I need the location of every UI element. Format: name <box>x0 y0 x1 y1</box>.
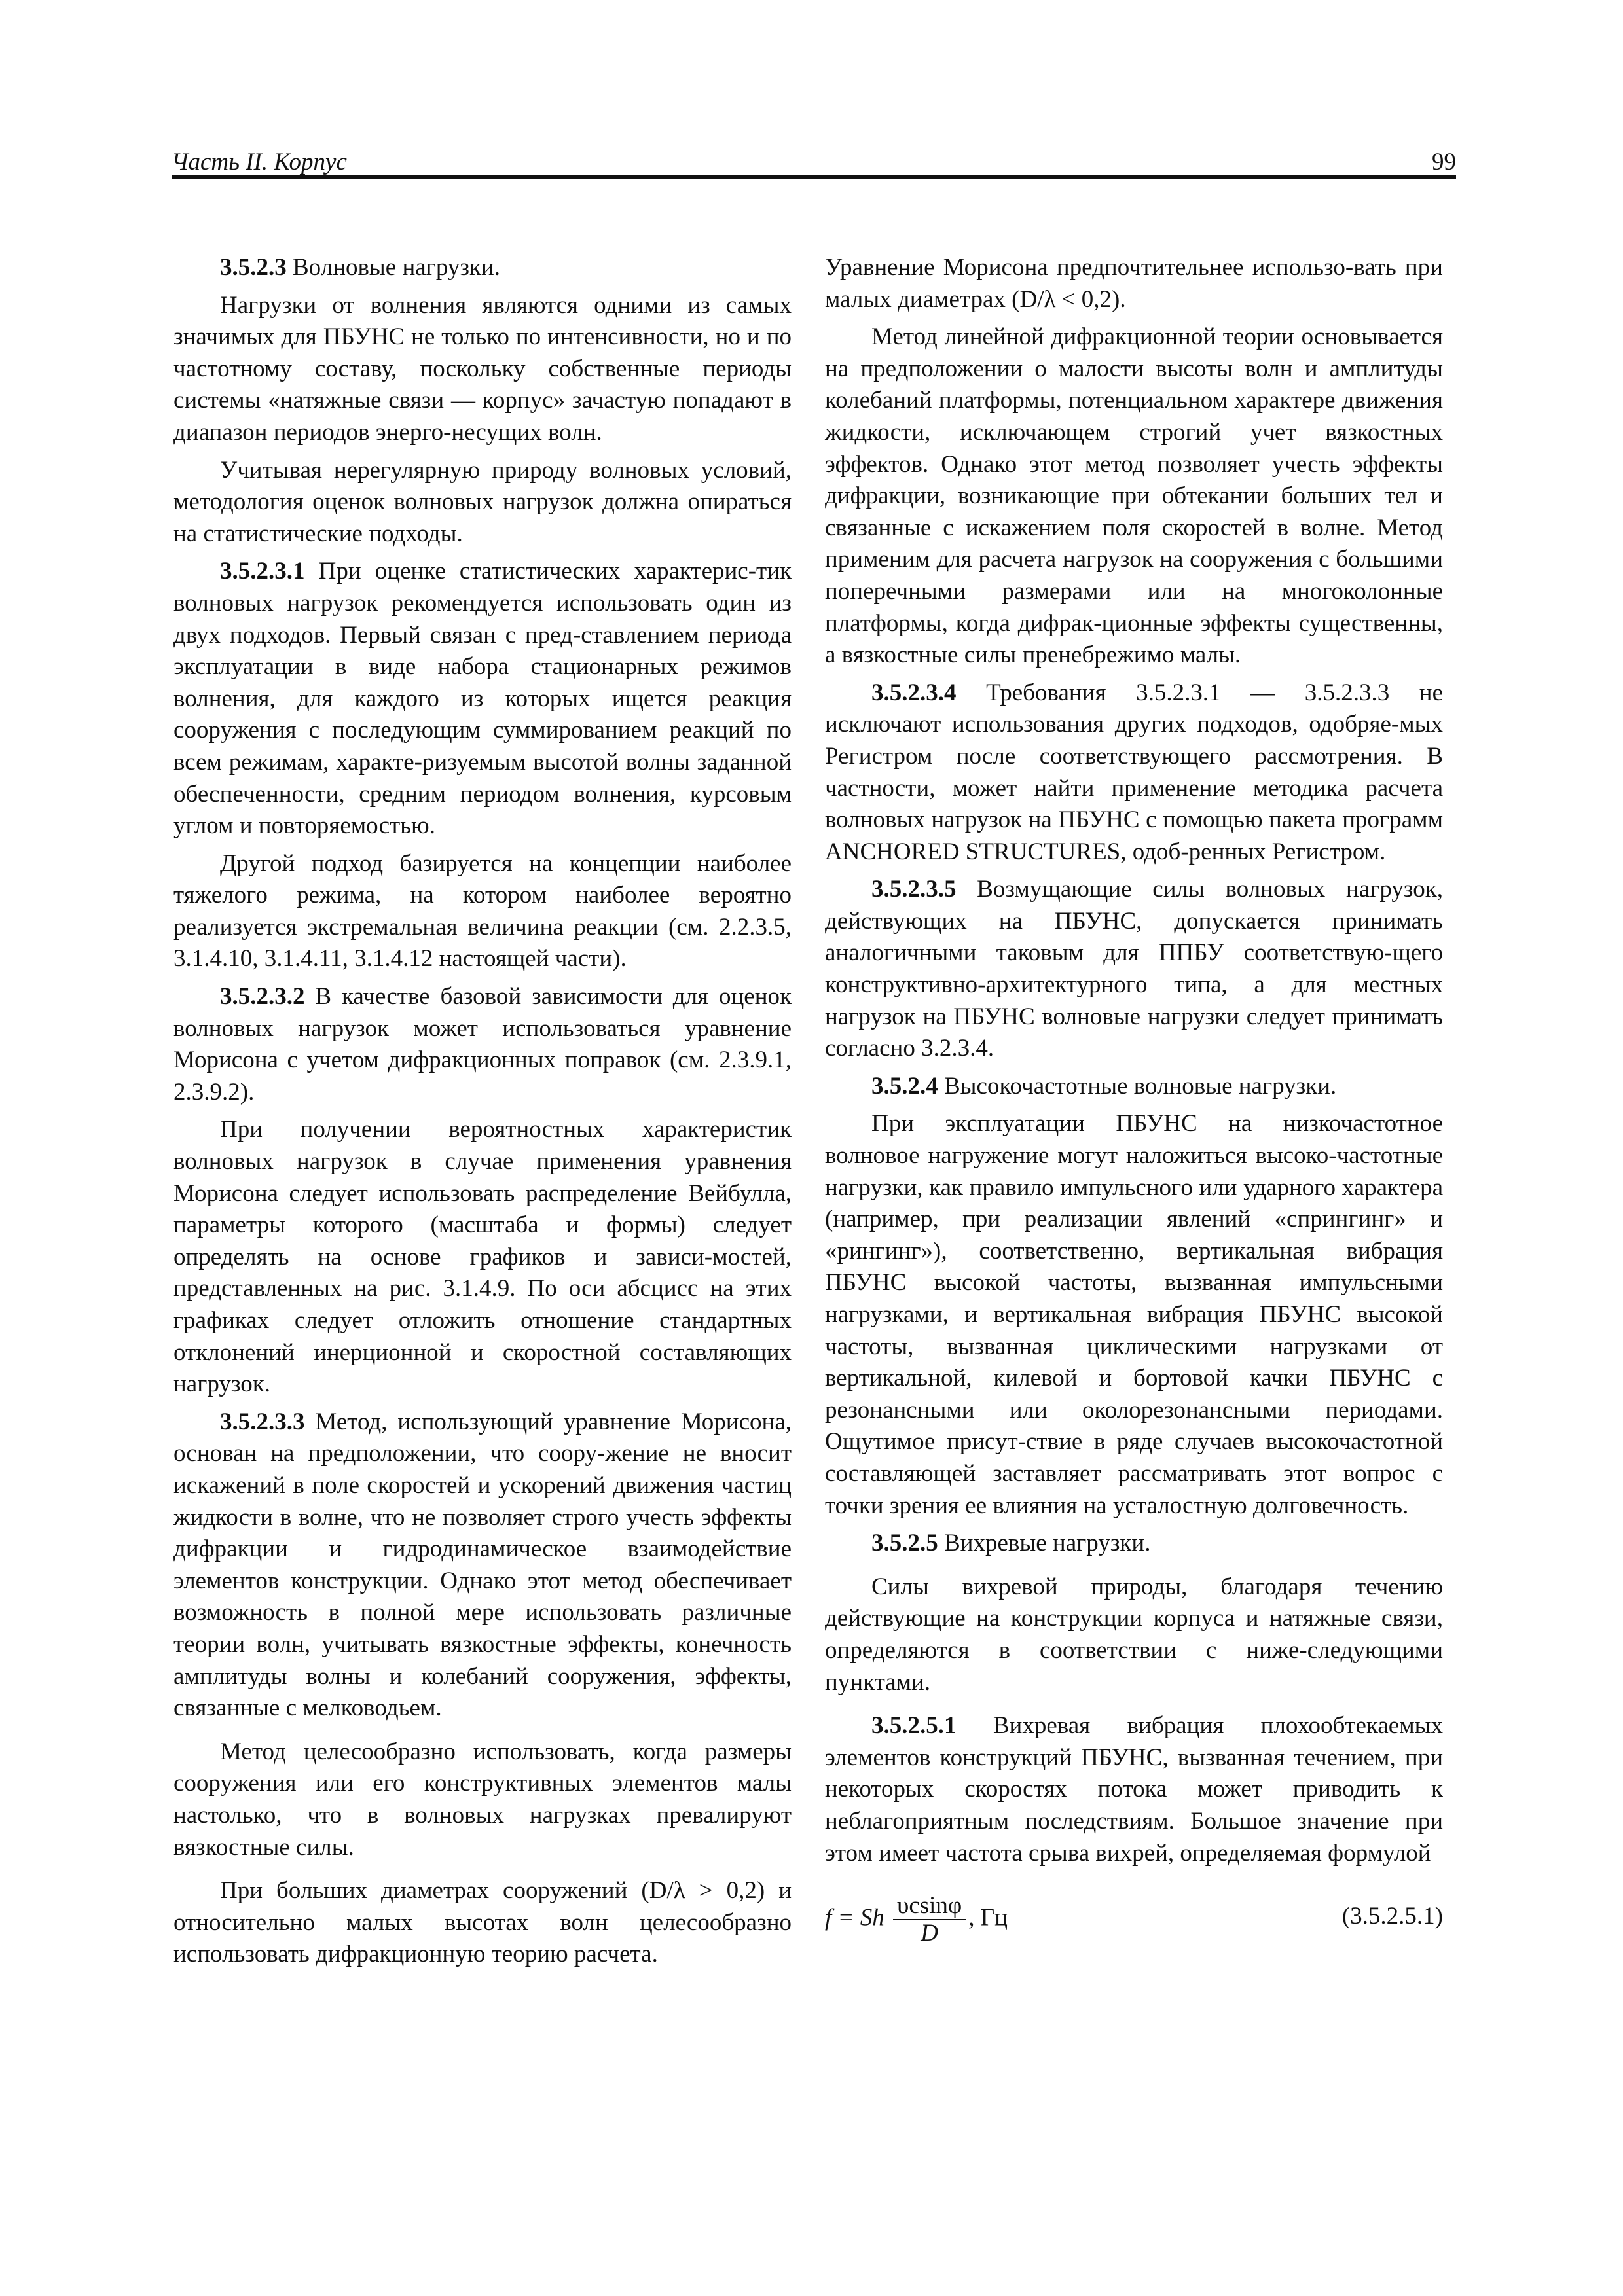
paragraph: Другой подход базируется на концепции наиболее тяжелого режима, на котором наиболее вероятно реализуется экстремальная величина реакции (см. 2.2.3.5, 3.1.4.10, 3.1.4.11, 3.1.4.12 настоящей части). <box>173 850 792 973</box>
paragraph: Учитывая нерегулярную природу волновых условий, методология оценок волновых нагрузок должна опираться на статистические подходы. <box>173 456 792 547</box>
running-title: Часть II. Корпус <box>172 149 347 175</box>
paragraph: Метод целесообразно использовать, когда размеры сооружения или его конструктивных элементов малы настолько, что в волновых нагрузках превалируют вязкостные силы. <box>173 1738 792 1861</box>
section-heading-text: Высокочастотные волновые нагрузки. <box>938 1072 1337 1100</box>
header-rule <box>172 175 1456 179</box>
clause-number: 3.5.2.3.5 <box>871 876 957 903</box>
section-heading-3-5-2-5 <box>825 1528 1443 1560</box>
section-heading-3-5-2-3 <box>173 252 792 284</box>
clause-text: Вихревая вибрация плохообтекаемых элементов конструкций ПБУНС, вызванная течением, при некоторых скоростях потока может приводить к неблагоприятным последствиям. Большое значение при этом имеет частота срыва вихрей, определяемая формулой <box>825 1712 1443 1867</box>
formula-denominator: D <box>921 1920 938 1947</box>
clause-3-5-2-3-4 <box>825 677 1443 869</box>
clause-text: При оценке статистических характерис-тик волновых нагрузок рекомендуется использовать один из двух подходов. Первый связан с пред-ставлением периода эксплуатации в виде набора стационарных режимов волнения, для каждого из которых ищется реакция сооружения с последующим суммированием реакций по всем режимам, характе-ризуемым высотой волны заданной обеспеченности, средним периодом волнения, курсовым углом и повторяемостью. <box>173 558 792 840</box>
clause-text: Требования 3.5.2.3.1 — 3.5.2.3.3 не исключают использования других подходов, одобряе-мых Регистром после соответствующего рассмотрения. В частности, может найти применение методика расчета волновых нагрузок на ПБУНС с помощью пакета программ ANCHORED STRUCTURES, одоб-ренных Регистром. <box>825 679 1443 865</box>
section-heading-text: Вихревые нагрузки. <box>938 1530 1151 1557</box>
page-number: 99 <box>1432 149 1456 175</box>
clause-number: 3.5.2.3.3 <box>220 1408 305 1435</box>
section-heading-3-5-2-4 <box>825 1071 1443 1103</box>
left-column <box>173 252 792 1971</box>
paragraph: При больших диаметрах сооружений (D/λ > 0,2) и относительно малых высотах волн целесообразно использовать дифракционную теорию расчета. <box>173 1877 792 1968</box>
paragraph: Силы вихревой природы, благодаря течению действующие на конструкции корпуса и натяжные связи, определяются в соответствии с ниже-следующими пунктами. <box>825 1573 1443 1696</box>
section-number: 3.5.2.3 <box>220 254 287 281</box>
clause-text: В качестве базовой зависимости для оценок волновых нагрузок может использоваться уравнение Морисона с учетом дифракционных поправок (см. 2.3.9.1, 2.3.9.2). <box>173 983 792 1105</box>
clause-number: 3.5.2.3.2 <box>220 983 305 1011</box>
formula-unit: , Гц <box>968 1904 1008 1931</box>
clause-3-5-2-5-1 <box>825 1710 1443 1869</box>
section-heading-text: Волновые нагрузки. <box>286 254 501 281</box>
formula-reference: (3.5.2.5.1) <box>1341 1903 1443 1930</box>
clause-3-5-2-3-3 <box>173 1407 792 1725</box>
formula-lhs: f = Sh <box>825 1904 884 1931</box>
paragraph: Метод линейной дифракционной теории основывается на предположении о малости высоты волн и амплитуды колебаний платформы, потенциальном характере движения жидкости, исключающем строгий учет вязкостных эффектов. Однако этот метод позволяет учесть эффекты дифракции, возникающие при обтекании больших тел и связанные с искажением поля скоростей в волне. Метод применим для расчета нагрузок на сооружения с большими поперечными размерами или на многоколонные платформы, когда дифрак-ционные эффекты существенны, а вязкостные силы пренебрежимо малы. <box>825 323 1443 669</box>
clause-number: 3.5.2.3.4 <box>871 679 957 706</box>
section-number: 3.5.2.4 <box>871 1072 938 1100</box>
formula-expression <box>825 1893 1008 1946</box>
section-number: 3.5.2.5 <box>871 1530 938 1557</box>
clause-number: 3.5.2.3.1 <box>220 558 305 585</box>
clause-text: Возмущающие силы волновых нагрузок, действующих на ПБУНС, допускается принимать аналогичными таковым для ППБУ соответствую-щего конструктивно-архитектурного типа, а для местных нагрузок на ПБУНС волновые нагрузки следует принимать согласно 3.2.3.4. <box>825 876 1443 1062</box>
paragraph: При эксплуатации ПБУНС на низкочастотное волновое нагружение могут наложиться высоко-частотные нагрузки, как правило импульсного или ударного характера (например, при реализации явлений «спрингинг» и «рингинг»), соответственно, вертикальная вибрация ПБУНС высокой частоты, вызванная импульсными нагрузками, и вертикальная вибрация ПБУНС высокой частоты, вызванная циклическими нагрузками от вертикальной, килевой и бортовой качки ПБУНС с резонансными или околорезонансными периодами. Ощутимое присут-ствие в ряде случаев высокочастотной составляющей заставляет рассматривать этот вопрос с точки зрения ее влияния на усталостную долговечность. <box>825 1110 1443 1519</box>
paragraph: Нагрузки от волнения являются одними из самых значимых для ПБУНС не только по интенсивности, но и по частотному составу, поскольку собственные периоды системы «натяжные связи — корпус» зачастую попадают в диапазон периодов энерго-несущих волн. <box>173 291 792 446</box>
clause-3-5-2-3-1 <box>173 556 792 842</box>
paragraph: Уравнение Морисона предпочтительнее использо-вать при малых диаметрах (D/λ < 0,2). <box>825 254 1443 313</box>
clause-3-5-2-3-5 <box>825 874 1443 1065</box>
right-column <box>825 252 1443 1947</box>
paragraph: При получении вероятностных характеристик волновых нагрузок в случае применения уравнения Морисона следует использовать распределение Вейбулла, параметры которого (масштаба и формы) следует определять на основе графиков и зависи-мостей, представленных на рис. 3.1.4.9. По оси абсцисс на этих графиках следует отложить отношение стандартных отклонений инерционной и скоростной составляющих нагрузок. <box>173 1116 792 1398</box>
formula-3-5-2-5-1 <box>825 1878 1443 1947</box>
clause-number: 3.5.2.5.1 <box>871 1712 957 1740</box>
formula-fraction <box>893 1893 966 1946</box>
formula-numerator: υcsinφ <box>893 1893 966 1920</box>
clause-text: Метод, использующий уравнение Морисона, основан на предположении, что соору-жение не вносит искажений в поле скоростей и ускорений движения частиц жидкости в волне, что не позволяет строго учесть эффекты дифракции и гидродинамическое взаимодействие элементов конструкции. Однако этот метод обеспечивает возможность в полной мере использовать различные теории волн, учитывать вязкостные эффекты, конечность амплитуды волны и колебаний сооружения, эффекты, связанные с мелководьем. <box>173 1408 792 1722</box>
clause-3-5-2-3-2 <box>173 981 792 1108</box>
